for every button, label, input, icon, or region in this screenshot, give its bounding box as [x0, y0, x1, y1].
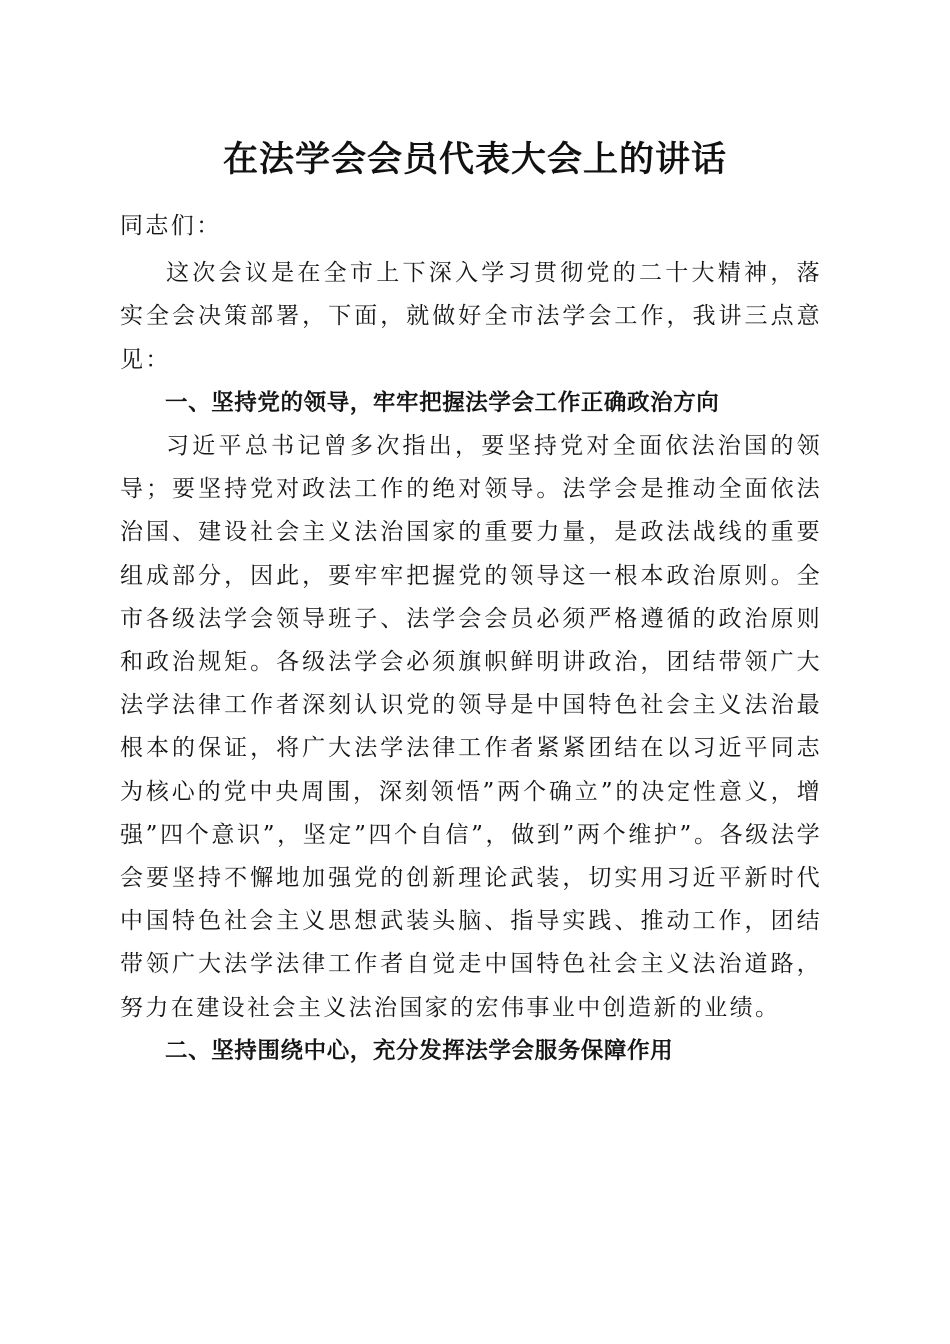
intro-paragraph: 这次会议是在全市上下深入学习贯彻党的二十大精神，落实全会决策部署，下面，就做好全市法学会工作，我讲三点意见：	[120, 260, 822, 373]
document-body	[120, 205, 822, 1073]
section-1-heading: 一、坚持党的领导，牢牢把握法学会工作正确政治方向	[165, 389, 720, 416]
section-2-heading: 二、坚持围绕中心，充分发挥法学会服务保障作用	[165, 1037, 674, 1064]
section-1-paragraph: 习近平总书记曾多次指出，要坚持党对全面依法治国的领导；要坚持党对政法工作的绝对领导。法学会是推动全面依法治国、建设社会主义法治国家的重要力量，是政法战线的重要组成部分，因此，要牢牢把握党的领导这一根本政治原则。全市各级法学会领导班子、法学会会员必须严格遵循的政治原则和政治规矩。各级法学会必须旗帜鲜明讲政治，团结带领广大法学法律工作者深刻认识党的领导是中国特色社会主义法治最根本的保证，将广大法学法律工作者紧紧团结在以习近平同志为核心的党中央周围，深刻领悟”两个确立”的决定性意义，增强”四个意识”，坚定”四个自信”，做到”两个维护”。各级法学会要坚持不懈地加强党的创新理论武装，切实用习近平新时代中国特色社会主义思想武装头脑、指导实践、推动工作，团结带领广大法学法律工作者自觉走中国特色社会主义法治道路，努力在建设社会主义法治国家的宏伟事业中创造新的业绩。	[120, 433, 822, 1021]
document-title: 在法学会会员代表大会上的讲话	[222, 139, 727, 180]
salutation: 同志们：	[120, 213, 222, 239]
